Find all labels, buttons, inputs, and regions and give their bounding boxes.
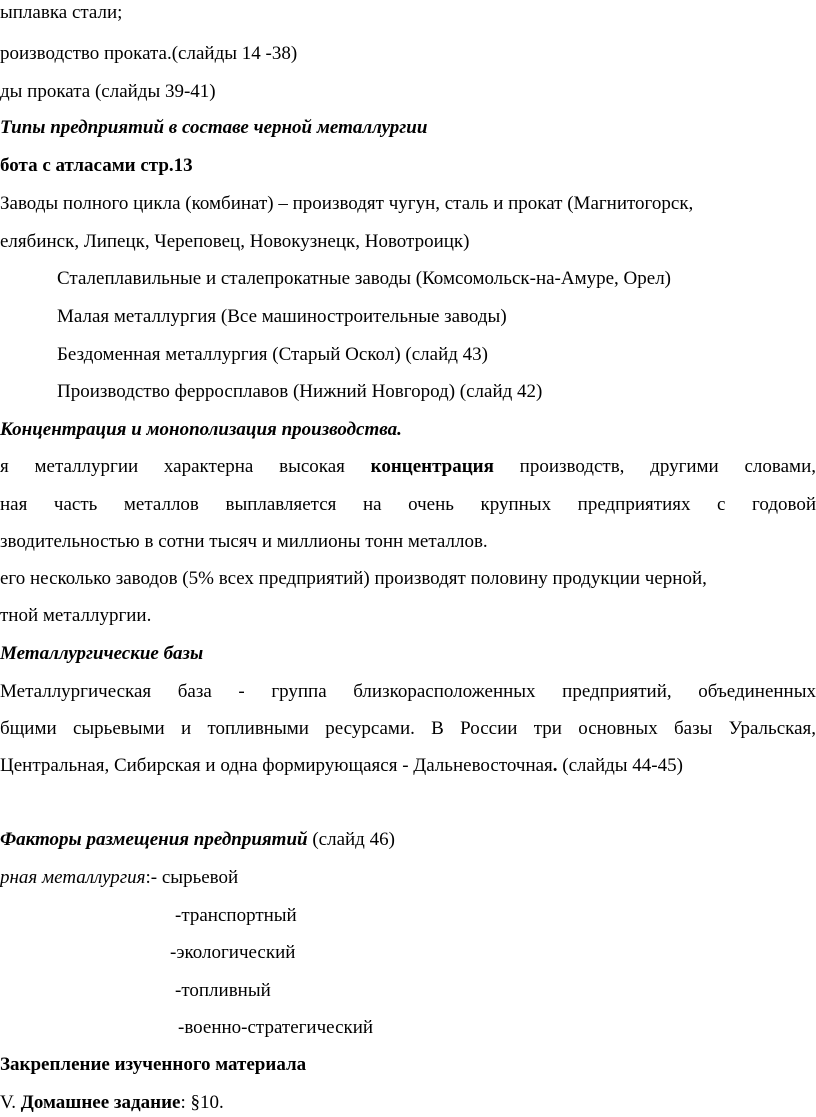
paragraph-line: елябинск, Липецк, Череповец, Новокузнецк, Новотроицк) [0, 231, 470, 252]
factor-fuel: -топливный [175, 980, 271, 1001]
section-heading-enterprise-types: Типы предприятий в составе черной металлургии [0, 117, 428, 138]
list-item-steel-smelting: ыплавка стали; [0, 2, 123, 23]
factors-line: рная металлургия:- сырьевой [0, 867, 239, 888]
homework-line: V. Домашнее задание: §10. [0, 1092, 224, 1113]
section-heading-concentration: Концентрация и монополизация производства. [0, 419, 402, 440]
list-item-ferroalloys: Производство ферросплавов (Нижний Новгород) (слайд 42) [57, 381, 543, 402]
paragraph-line: Центральная, Сибирская и одна формирующаяся - Дальневосточная. (слайды 44-45) [0, 755, 683, 776]
list-item-small-metallurgy: Малая металлургия (Все машиностроительные заводы) [57, 306, 507, 327]
paragraph-line: его несколько заводов (5% всех предприятий) производят половину продукции черной, [0, 568, 707, 589]
section-heading-consolidation: Закрепление изученного материала [0, 1054, 307, 1075]
paragraph-line: тной металлургии. [0, 605, 152, 626]
paragraph-line: бщими сырьевыми и топливными ресурсами. В России три основных базы Уральская, [0, 718, 816, 739]
section-heading-placement-factors: Факторы размещения предприятий (слайд 46) [0, 829, 395, 850]
factor-transport: -транспортный [175, 905, 297, 926]
list-item-rolled-types: ды проката (слайды 39-41) [0, 81, 216, 102]
list-item-blastless-metallurgy: Бездоменная металлургия (Старый Оскол) (слайд 43) [57, 344, 488, 365]
paragraph-line: зводительностью в сотни тысяч и миллионы тонн металлов. [0, 531, 488, 552]
list-item-rolled-production: роизводство проката.(слайды 14 -38) [0, 43, 298, 64]
factor-ecological: -экологический [170, 942, 296, 963]
paragraph-line: я металлургии характерна высокая концентрация производств, другими словами, [0, 456, 816, 477]
section-heading-metallurgical-bases: Металлургические базы [0, 643, 204, 664]
term-concentration: концентрация [370, 456, 494, 477]
list-item-steel-plants: Сталеплавильные и сталепрокатные заводы (Комсомольск-на-Амуре, Орел) [57, 268, 672, 289]
atlas-work-line: бота с атласами стр.13 [0, 155, 193, 176]
factor-military: -военно-стратегический [178, 1017, 374, 1038]
paragraph-line: Заводы полного цикла (комбинат) – производят чугун, сталь и прокат (Магнитогорск, [0, 193, 694, 214]
paragraph-line: ная часть металлов выплавляется на очень крупных предприятиях с годовой [0, 494, 816, 515]
paragraph-line: Металлургическая база - группа близкорасположенных предприятий, объединенных [0, 681, 816, 702]
